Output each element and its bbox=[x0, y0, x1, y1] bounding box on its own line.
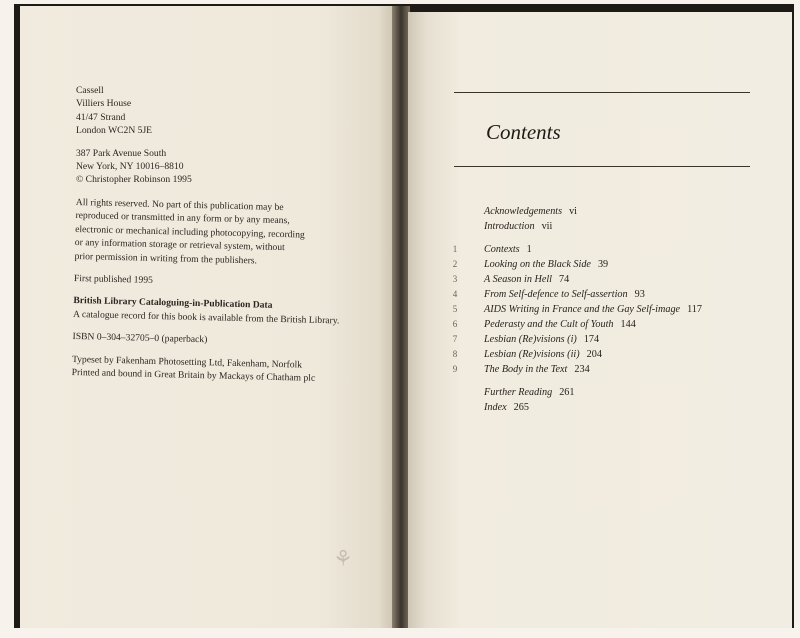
chapter-title: Looking on the Black Side bbox=[484, 259, 591, 270]
chapter-page: 39 bbox=[597, 259, 609, 270]
copyright-line: © Christopher Robinson 1995 bbox=[76, 174, 192, 186]
toc-entry-page: vi bbox=[569, 206, 578, 217]
printed-line: Printed and bound in Great Britain by Mackays of Chatham plc bbox=[71, 366, 316, 384]
us-street: 387 Park Avenue South bbox=[76, 147, 167, 159]
rights-line-3: electronic or mechanical including photocopying, recording bbox=[75, 223, 305, 241]
left-page bbox=[20, 6, 394, 628]
toc-entry-page: 261 bbox=[559, 387, 575, 398]
toc-entry-page: vii bbox=[541, 221, 553, 232]
chapter-page: 93 bbox=[634, 289, 645, 300]
chapter-title: From Self-defence to Self-assertion bbox=[484, 289, 628, 300]
chapter-title: Pederasty and the Cult of Youth bbox=[484, 319, 614, 330]
table-of-contents bbox=[448, 204, 768, 415]
toc-entry-title: Introduction bbox=[484, 221, 535, 232]
chapter-number: 4 bbox=[452, 289, 458, 299]
right-page bbox=[408, 12, 792, 628]
chapter-title: A Season in Hell bbox=[484, 274, 553, 285]
chapter-number: 2 bbox=[452, 259, 458, 269]
chapter-title: Lesbian (Re)visions (i) bbox=[484, 334, 577, 345]
toc-chapter[interactable] bbox=[448, 257, 768, 272]
toc-chapter[interactable] bbox=[448, 332, 768, 347]
toc-chapter[interactable] bbox=[448, 272, 768, 287]
chapter-page: 234 bbox=[574, 364, 590, 375]
toc-entry-title: Further Reading bbox=[484, 387, 553, 398]
toc-entry[interactable] bbox=[448, 400, 768, 415]
chapter-number: 8 bbox=[452, 349, 458, 359]
publisher-house: Villiers House bbox=[76, 98, 132, 110]
chapter-page: 117 bbox=[687, 304, 702, 315]
toc-chapter[interactable] bbox=[448, 362, 768, 377]
toc-entry[interactable] bbox=[448, 204, 768, 219]
us-city: New York, NY 10016–8810 bbox=[76, 161, 184, 173]
chapter-title: Lesbian (Re)visions (ii) bbox=[484, 349, 580, 360]
chapter-page: 74 bbox=[559, 274, 570, 285]
chapter-number: 6 bbox=[452, 319, 458, 329]
toc-chapter[interactable] bbox=[448, 302, 768, 317]
rights-line-2: reproduced or transmitted in any form or by any means, bbox=[75, 210, 290, 227]
chapter-title: AIDS Writing in France and the Gay Self-image bbox=[484, 304, 681, 315]
chapter-number: 7 bbox=[452, 334, 458, 344]
chapter-page: 1 bbox=[526, 244, 532, 255]
typeset-line: Typeset by Fakenham Photosetting Ltd, Fakenham, Norfolk bbox=[71, 353, 303, 371]
publisher-logo-icon: ⚘ bbox=[333, 546, 353, 571]
isbn-line: ISBN 0–304–32705–0 (paperback) bbox=[72, 331, 208, 346]
heading-rule bbox=[454, 166, 750, 167]
cip-text: A catalogue record for this book is available from the British Library. bbox=[72, 308, 340, 327]
toc-entry[interactable] bbox=[448, 385, 768, 400]
chapter-number: 9 bbox=[452, 364, 458, 374]
toc-chapter[interactable] bbox=[448, 317, 768, 332]
publisher-street: 41/47 Strand bbox=[76, 111, 126, 123]
toc-entry[interactable] bbox=[448, 219, 768, 234]
chapter-page: 144 bbox=[620, 319, 636, 330]
rights-line-4: or any information storage or retrieval system, without bbox=[74, 237, 285, 254]
rights-line-1: All rights reserved. No part of this publication may be bbox=[75, 196, 284, 213]
toc-chapter[interactable] bbox=[448, 242, 768, 257]
cip-heading: British Library Cataloguing-in-Publication Data bbox=[73, 295, 273, 312]
toc-chapter[interactable] bbox=[448, 347, 768, 362]
toc-entry-page: 265 bbox=[513, 402, 529, 413]
imprint-block bbox=[71, 84, 376, 384]
contents-heading: Contents bbox=[486, 120, 561, 144]
chapter-number: 5 bbox=[452, 304, 458, 314]
publisher-city: London WC2N 5JE bbox=[76, 125, 153, 137]
chapter-page: 174 bbox=[583, 334, 600, 345]
first-published: First published 1995 bbox=[73, 272, 153, 286]
chapter-number: 1 bbox=[452, 244, 458, 254]
toc-entry-title: Index bbox=[484, 402, 507, 413]
chapter-number: 3 bbox=[452, 274, 458, 284]
chapter-title: Contexts bbox=[484, 244, 520, 255]
rights-line-5: prior permission in writing from the publishers. bbox=[74, 250, 258, 266]
top-rule bbox=[454, 92, 750, 93]
chapter-title: The Body in the Text bbox=[484, 364, 568, 375]
toc-chapter[interactable] bbox=[448, 287, 768, 302]
chapter-page: 204 bbox=[586, 349, 602, 360]
publisher-name: Cassell bbox=[76, 85, 104, 96]
toc-entry-title: Acknowledgements bbox=[484, 206, 563, 217]
